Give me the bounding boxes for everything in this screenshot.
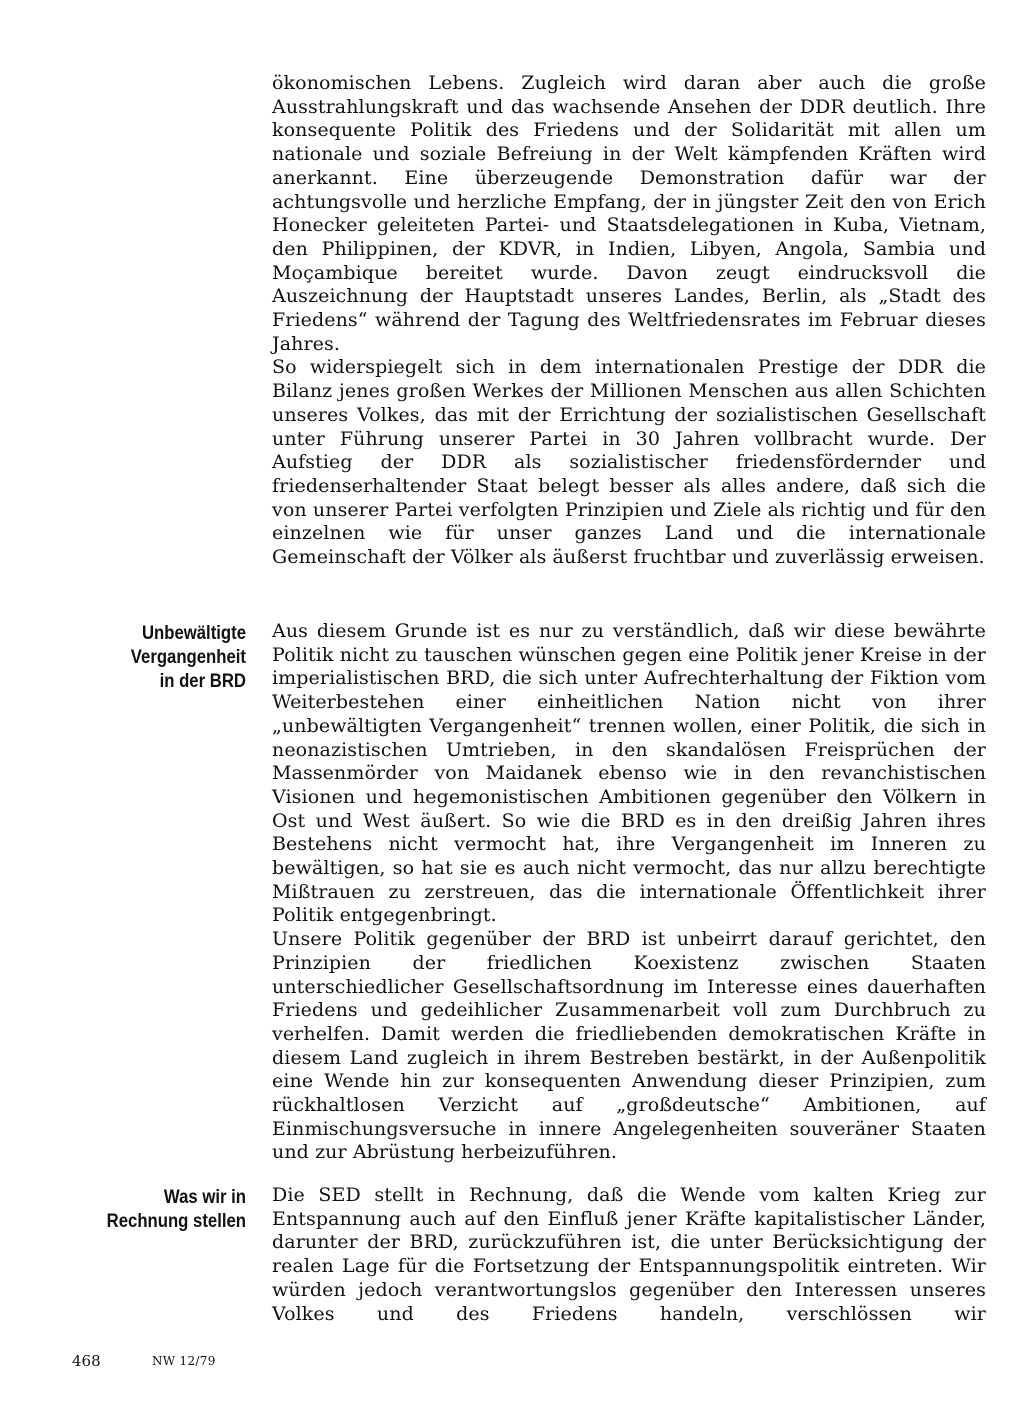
journal-issue: NW 12/79 [152,1354,216,1368]
margin-heading-line: Rechnung stellen [106,1211,246,1232]
intro-section [272,72,986,570]
paragraph-intro-1: ökonomischen Lebens. Zugleich wird daran aber auch die große Ausstrahlungskraft und das wachsende Ansehen der DDR deutlich. Ihre konsequente Politik des Friedens und der Solidarität mit allen um nationale und soziale Befreiung in der Welt kämpfenden Kräften wird anerkannt. Eine überzeugende Demonstration dafür war der achtungsvolle und herzliche Empfang, der in jüngster Zeit den von Erich Honecker geleiteten Partei- und Staatsdelegationen in Kuba, Vietnam, den Philippinen, der KDVR, in Indien, Libyen, Angola, Sambia und Moçambique bereitet wurde. Davon zeugt eindrucksvoll die Auszeichnung der Hauptstadt unseres Landes, Berlin, als „Stadt des Friedens“ während der Tagung des Weltfriedensrates im Februar dieses Jahres. [272,72,986,355]
margin-heading-line: Unbewältigte [141,623,246,644]
rechnung-section [272,1184,986,1326]
margin-heading-line: Vergangenheit [130,647,246,668]
margin-heading-line: Was wir in [163,1187,246,1208]
margin-heading-line: in der BRD [159,671,246,692]
paragraph-brd-1: Aus diesem Grunde ist es nur zu verständlich, daß wir diese bewährte Politik nicht zu tauschen wünschen gegen eine Politik jener Kreise in der imperialistischen BRD, die sich unter Aufrechterhaltung der Fiktion vom Weiterbestehen einer einheitlichen Nation nicht von ihrer „unbewältigten Vergangenheit“ trennen wollen, einer Politik, die sich in neonazistischen Umtrieben, in den skandalösen Freisprüchen der Massenmörder von Maidanek ebenso wie in den revanchistischen Visionen und hegemonistischen Ambitionen gegenüber den Völkern in Ost und West äußert. So wie die BRD es in den dreißig Jahren ihres Bestehens nicht vermocht hat, ihre Vergangenheit im Inneren zu bewältigen, so hat sie es auch nicht vermocht, das nur allzu berechtigte Mißtrauen zu zerstreuen, das die internationale Öffentlichkeit ihrer Politik entgegenbringt. [272,620,986,927]
margin-heading-unbewaeltigte-vergangenheit [70,622,246,694]
paragraph-intro-2: So widerspiegelt sich in dem internationalen Prestige der DDR die Bilanz jenes großen Werkes der Millionen Menschen aus allen Schichten unseres Volkes, das mit der Errichtung der sozialistischen Gesellschaft unter Führung unserer Partei in 30 Jahren vollbracht wurde. Der Aufstieg der DDR als sozialistischer friedensfördernder und friedenserhaltender Staat belegt besser als alles andere, daß sich die von unserer Partei verfolgten Prinzipien und Ziele als richtig und für den einzelnen wie für unser ganzes Land und die internationale Gemeinschaft der Völker als äußerst fruchtbar und zuverlässig erweisen. [272,356,986,569]
paragraph-rechnung-1: Die SED stellt in Rechnung, daß die Wende vom kalten Krieg zur Entspannung auch auf den Einfluß jener Kräfte kapitalistischer Länder, darunter der BRD, zurückzuführen ist, die unter Berücksichtigung der realen Lage für die Fortsetzung der Entspannungspolitik eintreten. Wir würden jedoch verantwortungslos gegenüber den Interessen unseres Volkes und des Friedens handeln, verschlössen wir [272,1184,986,1325]
page-number: 468 [72,1352,101,1370]
brd-section [272,620,986,1165]
paragraph-brd-2: Unsere Politik gegenüber der BRD ist unbeirrt darauf gerichtet, den Prinzipien der friedlichen Koexistenz zwischen Staaten unterschiedlicher Gesellschaftsordnung im Interesse eines dauerhaften Friedens und gedeihlicher Zusammenarbeit voll zum Durchbruch zu verhelfen. Damit werden die friedliebenden demokratischen Kräfte in diesem Land zugleich in ihrem Bestreben bestärkt, in der Außenpolitik eine Wende hin zur konsequenten Anwendung dieser Prinzipien, zum rückhaltlosen Verzicht auf „großdeutsche“ Ambitionen, auf Einmischungsversuche in innere Angelegenheiten souveräner Staaten und zur Abrüstung herbeizuführen. [272,928,986,1164]
margin-heading-was-wir-in-rechnung-stellen [70,1186,246,1234]
